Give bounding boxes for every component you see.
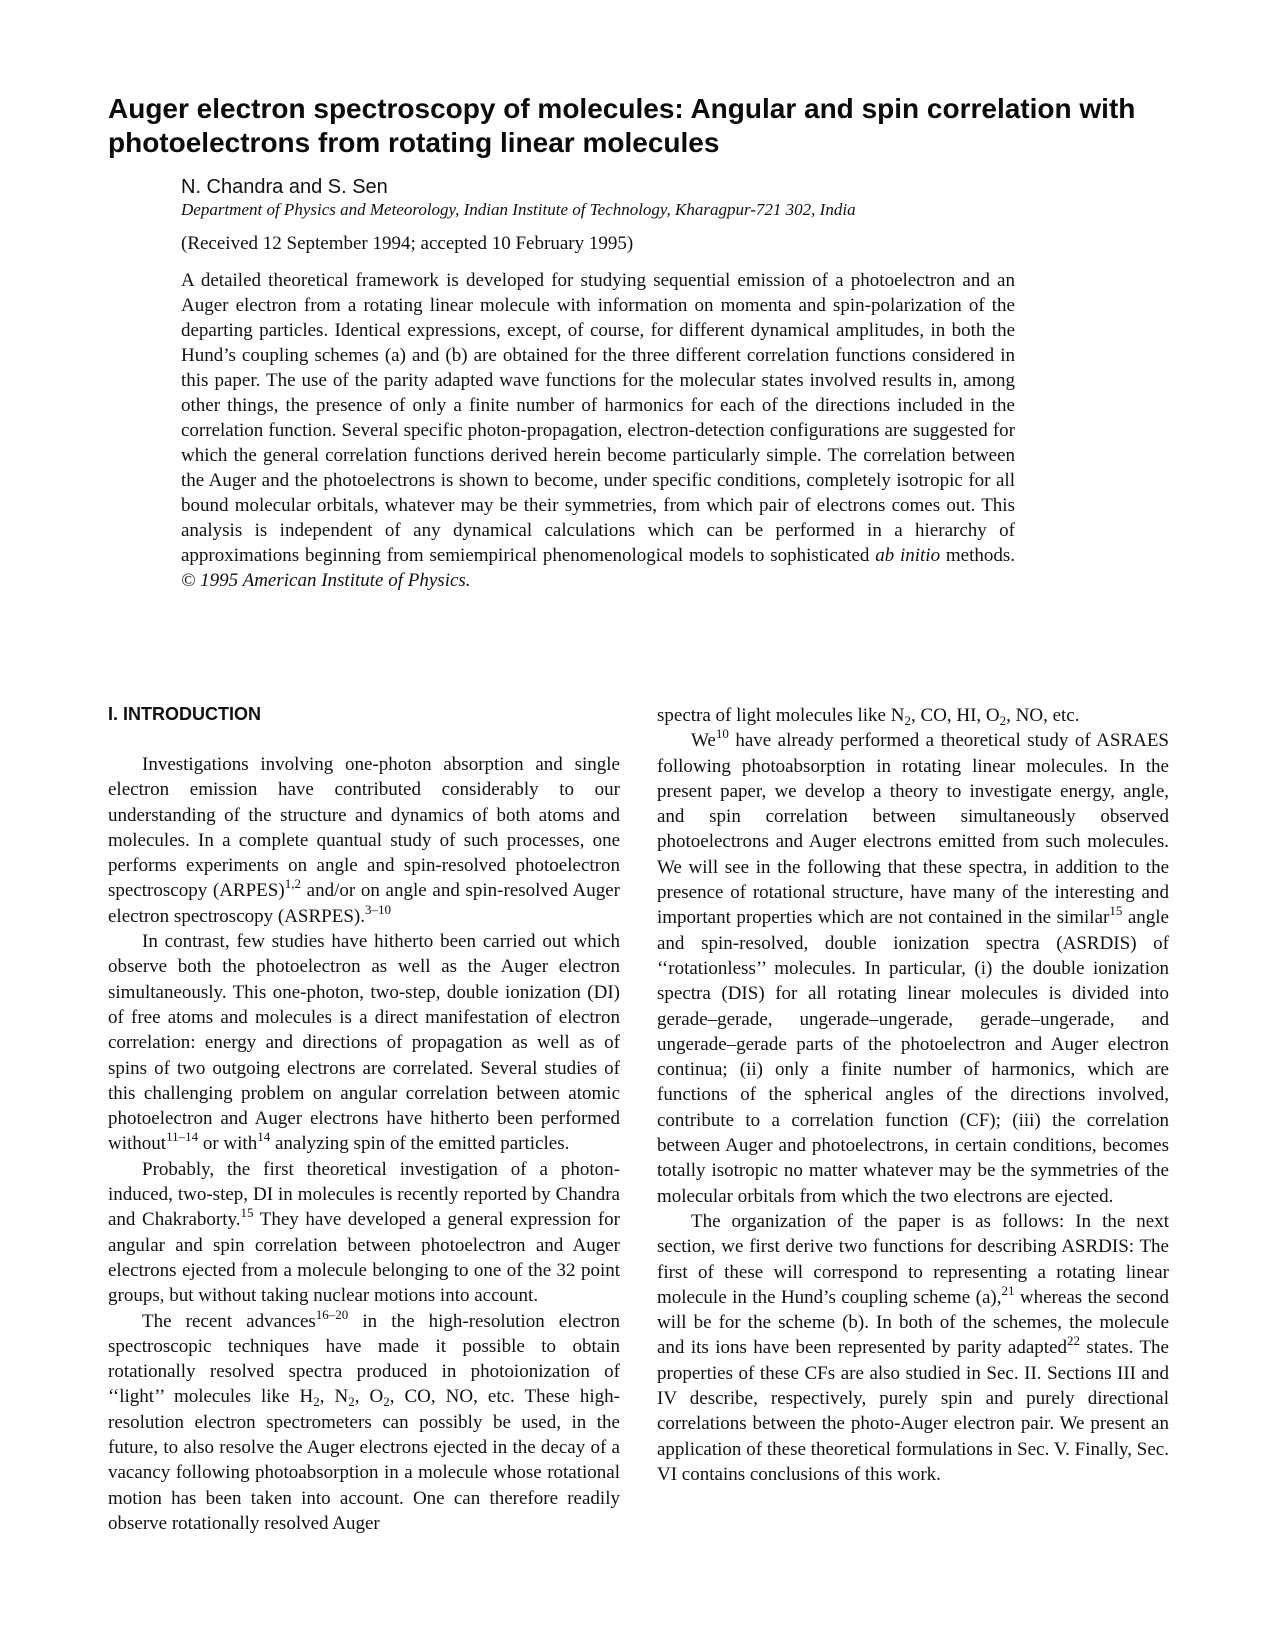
subscript: 2 xyxy=(313,1394,320,1410)
text-run: whereas the second will be for the scheme (b). In both of the schemes, the molecule and its ions have been represented by parity adapted xyxy=(657,1286,1170,1359)
citation: 16–20 xyxy=(315,1306,349,1322)
text-run: , O xyxy=(354,1386,384,1408)
text-run: In contrast, few studies have hitherto been carried out which observe both the photoelectron as well as the Auger electron simultaneously. This one-photon, two-step, double ionization (DI) of free atoms and molecules is a direct manifestation of electron correlation: energy and directions of propagation as well as of spins of two outgoing electrons are correlated. Several studies of this challenging problem on angular correlation between atomic photoelectron and Auger electrons have hitherto been performed without xyxy=(108,931,620,1155)
text-run: The recent advances xyxy=(142,1310,316,1332)
text-run: Investigations involving one-photon absorption and single electron emission have contributed considerably to our understanding of the structure and dynamics of both atoms and molecules. In a complete quantual study of such processes, one performs experiments on angle and spin-resolved photoelectron spectroscopy (ARPES) xyxy=(108,754,620,902)
paragraph xyxy=(657,728,1169,1209)
affiliation: Department of Physics and Meteorology, Indian Institute of Technology, Kharagpur-721 302, India xyxy=(181,200,856,219)
text-run: , NO, etc. xyxy=(1006,705,1080,726)
paragraph xyxy=(657,1209,1169,1487)
abstract-ab-initio: ab initio xyxy=(875,545,941,566)
citation: 21 xyxy=(1001,1282,1015,1298)
citation: 15 xyxy=(240,1205,254,1221)
citation: 22 xyxy=(1067,1333,1081,1349)
text-run: or with xyxy=(198,1133,258,1155)
subscript: 2 xyxy=(904,713,911,728)
subscript: 2 xyxy=(383,1394,390,1410)
subscript: 2 xyxy=(348,1394,355,1410)
text-run: and/or on angle and spin-resolved Auger electron spectroscopy (ASRPES). xyxy=(108,880,621,927)
text-run: states. The properties of these CFs are also studied in Sec. II. Sections III and IV describe, respectively, purely spin and purely directional correlations between the photo-Auger electron pair. We present an application of these theoretical formulations in Sec. V. Finally, Sec. VI contains conclusions of this work. xyxy=(657,1337,1169,1485)
abstract-text-end: methods. xyxy=(945,545,1016,566)
paper-title: Auger electron spectroscopy of molecules: Angular and spin correlation with photoelectrons from rotating linear molecules xyxy=(108,93,1136,158)
citation: 15 xyxy=(1109,903,1123,919)
citation: 3–10 xyxy=(364,901,391,917)
authors: N. Chandra and S. Sen xyxy=(181,176,388,198)
citation: 10 xyxy=(715,726,729,742)
received-dates: (Received 12 September 1994; accepted 10 February 1995) xyxy=(181,233,634,254)
text-run: We xyxy=(691,730,716,752)
text-run: have already performed a theoretical study of ASRAES following photoabsorption in rotating linear molecules. In the present paper, we develop a theory to investigate energy, angle, and spin correlation between simultaneously observed photoelectrons and Auger electrons emitted from such molecules. We will see in the following that these spectra, in addition to the presence of rotational structure, have many of the interesting and important properties which are not contained in the similar xyxy=(657,730,1169,929)
right-column xyxy=(657,703,1169,1487)
abstract xyxy=(181,268,1015,593)
copyright: © 1995 American Institute of Physics. xyxy=(181,570,471,591)
text-run: They have developed a general expression for angular and spin correlation between photoelectron and Auger electrons ejected from a molecule belonging to one of the 32 point groups, but without taking nuclear motions into account. xyxy=(108,1209,620,1307)
text-run: Probably, the first theoretical investigation of a photon-induced, two-step, DI in molecules is recently reported by Chandra and Chakraborty. xyxy=(108,1158,620,1231)
paragraph xyxy=(108,1157,620,1309)
paragraph xyxy=(657,703,1169,728)
text-run: angle and spin-resolved, double ionization spectra (ASRDIS) of ‘‘rotationless’’ molecules. In particular, (i) the double ionization spectra (DIS) for all rotating linear molecules is divided into gerade–gerade, ungerade–ungerade, gerade–ungerade, and ungerade–gerade parts of the photoelectron and Auger electron continua; (ii) only a finite number of harmonics, which are functions of the spherical angles of the directions involved, contribute to a correlation function (CF); (iii) the correlation between Auger and photoelectrons, in certain conditions, becomes totally isotropic no matter whatever may be the symmetries of the molecular orbitals from which the two electrons are ejected. xyxy=(657,907,1169,1207)
abstract-text: A detailed theoretical framework is developed for studying sequential emission of a photoelectron and an Auger electron from a rotating linear molecule with information on momenta and spin-polarization of the departing particles. Identical expressions, except, of course, for different dynamical amplitudes, in both the Hund’s coupling schemes (a) and (b) are obtained for the three different correlation functions considered in this paper. The use of the parity adapted wave functions for the molecular states involved results in, among other things, the presence of only a finite number of harmonics for each of the directions included in the correlation function. Several specific photon-propagation, electron-detection configurations are suggested for which the general correlation functions derived herein become particularly simple. The correlation between the Auger and the photoelectrons is shown to become, under specific conditions, completely isotropic for all bound molecular orbitals, whatever may be their symmetries, from which pair of electrons comes out. This analysis is independent of any dynamical calculations which can be performed in a hierarchy of approximations beginning from semiempirical phenomenological models to sophisticated xyxy=(181,270,1015,566)
text-run: , CO, HI, O xyxy=(910,705,1000,726)
text-run: , N xyxy=(319,1386,349,1408)
text-run: spectra of light molecules like N xyxy=(657,705,905,726)
paragraph xyxy=(108,929,620,1157)
text-run: , CO, NO, etc. These high-resolution electron spectrometers can possibly be used, in the future, to also resolve the Auger electrons ejected in the decay of a vacancy following photoabsorption in a molecule whose rotational motion has been taken into account. One can therefore readily observe rotationally resolved Auger xyxy=(108,1386,620,1534)
section-heading-introduction: I. INTRODUCTION xyxy=(108,704,261,724)
citation: 14 xyxy=(257,1129,271,1145)
left-column xyxy=(108,704,620,1536)
citation: 1,2 xyxy=(284,876,301,892)
subscript: 2 xyxy=(999,713,1007,728)
text-run: in the high-resolution electron spectroscopic techniques have made it possible to obtain rotationally resolved spectra produced in photoionization of ‘‘light’’ molecules like H xyxy=(108,1310,620,1408)
text-run: analyzing spin of the emitted particles. xyxy=(270,1133,570,1155)
paragraph xyxy=(108,1306,620,1537)
text-run: The organization of the paper is as follows: In the next section, we first derive two functions for describing ASRDIS: The first of these will correspond to representing a rotating linear molecule in the Hund’s coupling scheme (a), xyxy=(657,1210,1169,1308)
paragraph xyxy=(108,752,620,929)
citation: 11–14 xyxy=(166,1129,199,1145)
